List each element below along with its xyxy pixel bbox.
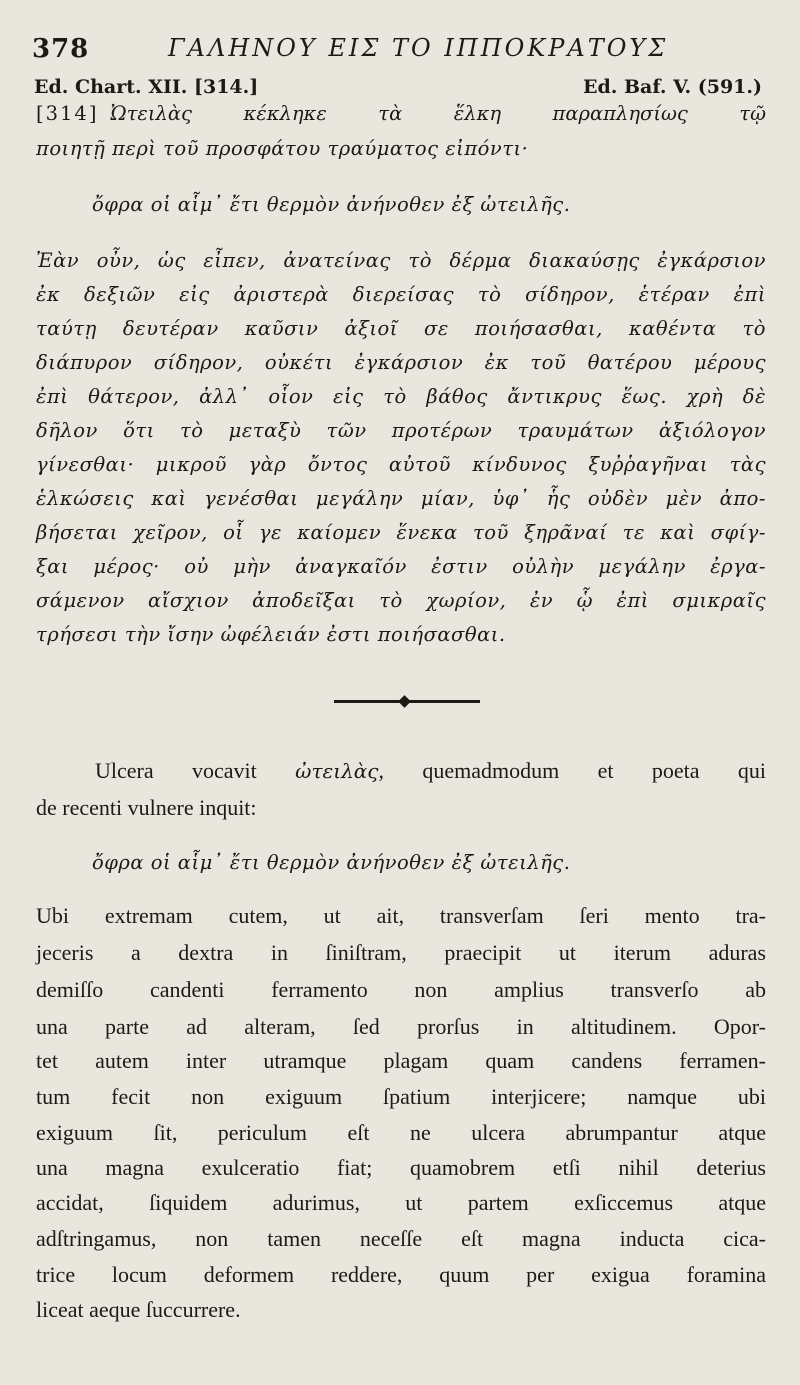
latin-text-line: Ubi extremam cutem, ut ait, transverſam ſeri mento tra- xyxy=(36,903,766,928)
latin-text-line: liceat aeque ſuccurrere. xyxy=(36,1297,241,1322)
latin-text-line: trice locum deformem reddere, quum per exigua foramina xyxy=(36,1262,766,1287)
greek-term: ὠτειλὰς xyxy=(295,759,379,783)
edition-reference-right: Ed. Baf. V. (591.) xyxy=(583,76,762,98)
latin-text-line: accidat, ſiquidem adurimus, ut partem exſiccemus atque xyxy=(36,1190,766,1215)
latin-text-line: tum fecit non exiguum ſpatium interjicere; namque ubi xyxy=(36,1084,766,1109)
section-marker: [314] xyxy=(36,102,99,125)
latin-text-line: exiguum ſit, periculum eſt ne ulcera abrumpantur atque xyxy=(36,1120,766,1145)
greek-verse-quote: ὄφρα οἱ αἷμ᾽ ἔτι θερμὸν ἀνήνοθεν ἐξ ὠτειλῆς. xyxy=(92,193,571,216)
greek-text-line: βήσεται χεῖρον, οἷ γε καίομεν ἕνεκα τοῦ ξηρᾶναί τε καὶ σφίγ- xyxy=(36,521,766,544)
latin-text-line: adſtringamus, non tamen neceſſe eſt magna inducta cica- xyxy=(36,1226,766,1251)
greek-text-line: Ἐὰν οὖν, ὡς εἶπεν, ἀνατείνας τὸ δέρμα διακαύσῃς ἐγκάρσιον xyxy=(36,249,766,272)
latin-text-line: de recenti vulnere inquit: xyxy=(36,795,257,820)
greek-text-line: ταύτῃ δευτέραν καῦσιν ἀξιοῖ σε ποιήσασθαι, καθέντα τὸ xyxy=(36,317,766,340)
greek-text-line: ξαι μέρος· οὐ μὴν ἀναγκαῖόν ἐστιν οὐλὴν μεγάλην ἐργα- xyxy=(36,555,766,578)
greek-text-line: δῆλον ὅτι τὸ μεταξὺ τῶν προτέρων τραυμάτων ἀξιόλογον xyxy=(36,419,766,442)
greek-text-line: ἑλκώσεις καὶ γενέσθαι μεγάλην μίαν, ὑφ᾽ ἧς οὐδὲν μὲν ἀπο- xyxy=(36,487,766,510)
running-title: ΓΑΛΗΝΟΥ ΕΙΣ ΤΟ ΙΠΠΟΚΡΑΤΟΥΣ xyxy=(168,34,669,62)
latin-text-line: una magna exulceratio fiat; quamobrem etſi nihil deterius xyxy=(36,1155,766,1180)
latin-text-line: una parte ad alteram, ſed prorſus in altitudinem. Opor- xyxy=(36,1014,766,1039)
greek-text-line: σάμενον αἴσχιον ἀποδεῖξαι τὸ χωρίον, ἐν ᾧ ἐπὶ σμικραῖς xyxy=(36,589,766,612)
latin-text-line: Ulcera vocavit ὠτειλὰς, quemadmodum et poeta qui xyxy=(95,758,767,783)
greek-text-line: ποιητῇ περὶ τοῦ προσφάτου τραύματος εἰπόντι· xyxy=(36,137,529,160)
edition-reference-left: Ed. Chart. XII. [314.] xyxy=(34,76,259,98)
latin-text-line: demiſſo candenti ferramento non amplius transverſo ab xyxy=(36,977,766,1002)
greek-text-line: ἐπὶ θάτερον, ἀλλ᾽ οἷον εἰς τὸ βάθος ἄντικρυς ἕως. χρὴ δὲ xyxy=(36,385,766,408)
greek-text-line: διάπυρον σίδηρον, οὐκέτι ἐγκάρσιον ἐκ τοῦ θατέρου μέρους xyxy=(36,351,766,374)
greek-text-line: ἐκ δεξιῶν εἰς ἀριστερὰ διερείσας τὸ σίδηρον, ἑτέραν ἐπὶ xyxy=(36,283,766,306)
greek-text-line: γίνεσθαι· μικροῦ γὰρ ὄντος αὐτοῦ κίνδυνος ξυῤῥαγῆναι τὰς xyxy=(36,453,766,476)
latin-text-line: tet autem inter utramque plagam quam candens ferramen- xyxy=(36,1048,766,1073)
section-divider xyxy=(334,700,480,703)
greek-text-line: [314] Ὠτειλὰς κέκληκε τὰ ἕλκη παραπλησίως τῷ xyxy=(36,102,766,125)
latin-text-line: jeceris a dextra in ſiniſtram, praecipit ut iterum aduras xyxy=(36,940,766,965)
latin-verse-quote: ὄφρα οἱ αἷμ᾽ ἔτι θερμὸν ἀνήνοθεν ἐξ ὠτειλῆς. xyxy=(92,851,571,874)
greek-text-line: τρήσεσι τὴν ἴσην ὠφέλειάν ἐστι ποιήσασθαι. xyxy=(36,623,506,646)
page-number: 378 xyxy=(32,34,90,64)
